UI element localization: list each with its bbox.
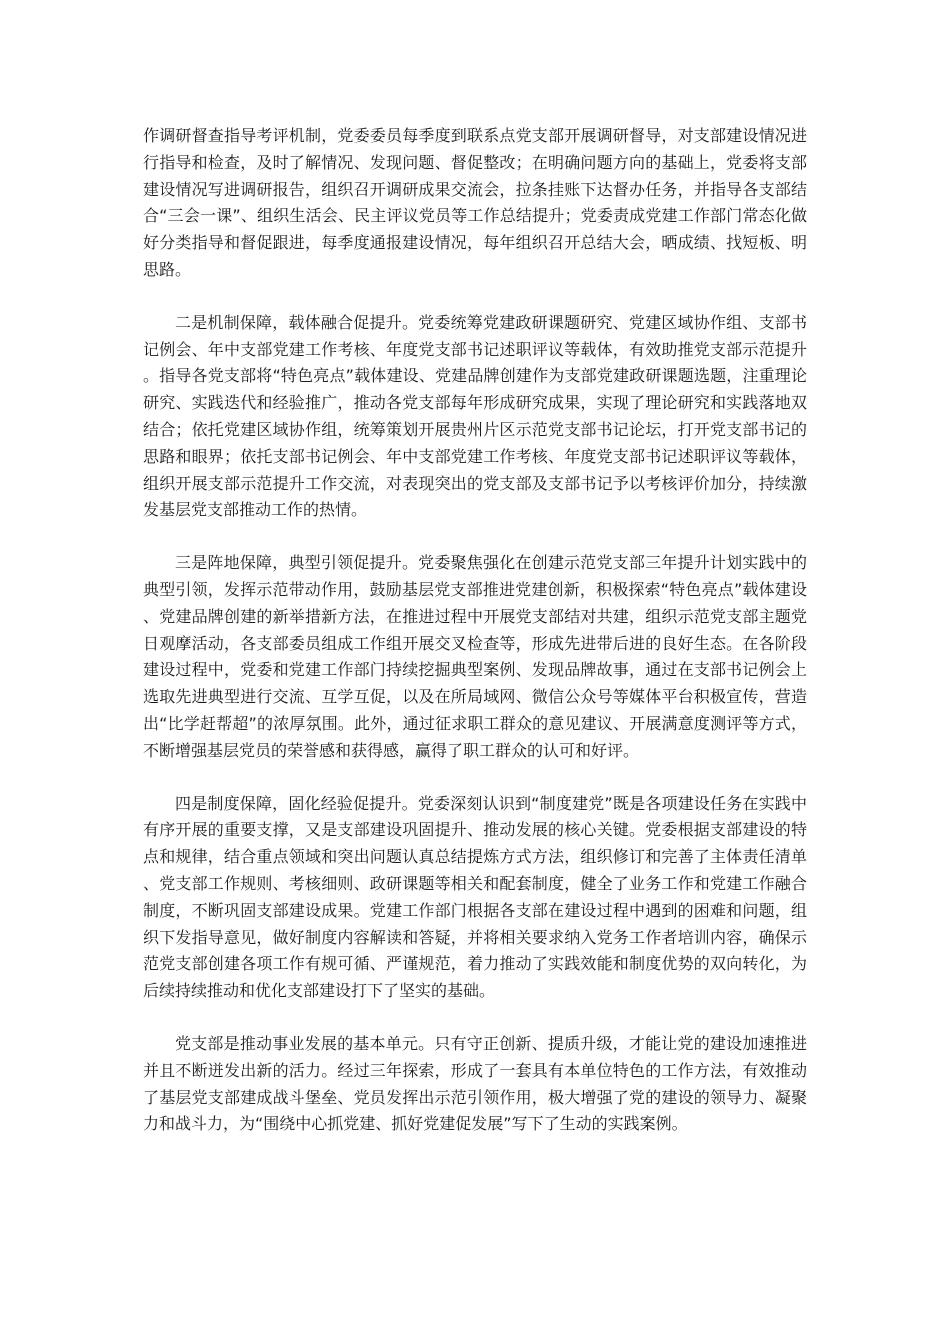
paragraph-position-guarantee: 三是阵地保障，典型引领促提升。党委聚焦强化在创建示范党支部三年提升计划实践中的典型引领，发挥示范带动作用，鼓励基层党支部推进党建创新，积极探索“特色亮点”载体建设、党建品牌创建的新举措新方法，在推进过程中开展党支部结对共建，组织示范党支部主题党日观摩活动，各支部委员组成工作组开展交叉检查等，形成先进带后进的良好生态。在各阶段建设过程中，党委和党建工作部门持续挖掘典型案例、发现品牌故事，通过在支部书记例会上选取先进典型进行交流、互学互促，以及在所局域网、微信公众号等媒体平台积极宣传，营造出“比学赶帮超”的浓厚氛围。此外，通过征求职工群众的意见建议、开展满意度测评等方式，不断增强基层党员的荣誉感和获得感，赢得了职工群众的认可和好评。 [143,553,807,760]
paragraph-continuation: 作调研督查指导考评机制，党委委员每季度到联系点党支部开展调研督导，对支部建设情况进行指导和检查，及时了解情况、发现问题、督促整改；在明确问题方向的基础上，党委将支部建设情况写进调研报告，组织召开调研成果交流会，拉条挂账下达督办任务，并指导各支部结合“三会一课”、组织生活会、民主评议党员等工作总结提升；党委责成党建工作部门常态化做好分类指导和督促跟进，每季度通报建设情况，每年组织召开总结大会，晒成绩、找短板、明思路。 [143,126,807,279]
document-body [143,123,807,1164]
paragraph-system-guarantee: 四是制度保障，固化经验促提升。党委深刻认识到“制度建党”既是各项建设任务在实践中有序开展的重要支撑，又是支部建设巩固提升、推动发展的核心关键。党委根据支部建设的特点和规律，结合重点领域和突出问题认真总结提炼方式方法，组织修订和完善了主体责任清单、党支部工作规则、考核细则、政研课题等相关和配套制度，健全了业务工作和党建工作融合制度，不断巩固支部建设成果。党建工作部门根据各支部在建设过程中遇到的困难和问题，组织下发指导意见，做好制度内容解读和答疑，并将相关要求纳入党务工作者培训内容，确保示范党支部创建各项工作有规可循、严谨规范，着力推动了实践效能和制度优势的双向转化，为后续持续推动和优化支部建设打下了坚实的基础。 [143,793,807,1001]
paragraph-conclusion: 党支部是推动事业发展的基本单元。只有守正创新、提质升级，才能让党的建设加速推进并且不断迸发出新的活力。经过三年探索，形成了一套具有本单位特色的工作方法，有效推动了基层党支部建成战斗堡垒、党员发挥出示范引领作用，极大增强了党的建设的领导力、凝聚力和战斗力，为“围绕中心抓党建、抓好党建促发展”写下了生动的实践案例。 [143,1033,807,1134]
paragraph-mechanism-guarantee: 二是机制保障，载体融合促提升。党委统筹党建政研课题研究、党建区域协作组、支部书记例会、年中支部党建工作考核、年度党支部书记述职评议等载体，有效助推党支部示范提升。指导各党支部将“特色亮点”载体建设、党建品牌创建作为支部党建政研课题选题，注重理论研究、实践迭代和经验推广，推动各党支部每年形成研究成果，实现了理论研究和实践落地双结合；依托党建区域协作组，统筹策划开展贵州片区示范党支部书记论坛，打开党支部书记的思路和眼界；依托支部书记例会、年中支部党建工作考核、年度党支部书记述职评议等载体，组织开展支部示范提升工作交流，对表现突出的党支部及支部书记予以考核评价加分，持续激发基层党支部推动工作的热情。 [143,312,807,520]
